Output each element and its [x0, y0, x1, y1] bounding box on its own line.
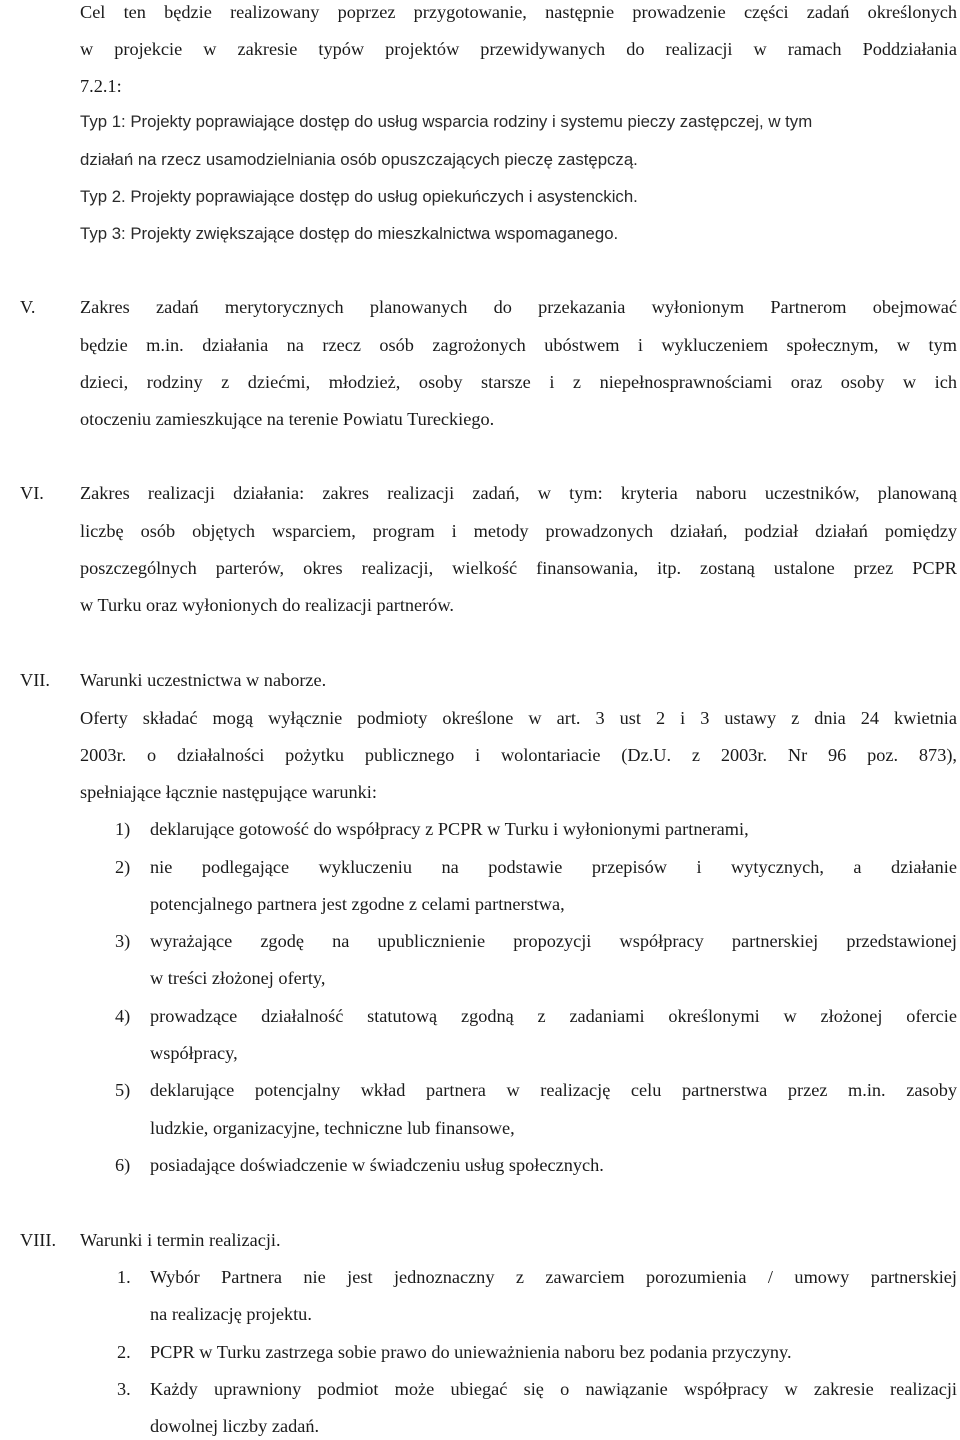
section-line: spełniające łącznie następujące warunki:: [80, 782, 377, 802]
section-line: Zakres zadań merytorycznych planowanych do przekazania wyłonionym Partnerom obejmować: [80, 297, 957, 317]
list-item-text: deklarujące gotowość do współpracy z PCPR w Turku i wyłonionymi partnerami,: [150, 819, 749, 839]
list-item-text: potencjalnego partnera jest zgodne z celami partnerstwa,: [150, 894, 565, 914]
section-line: liczbę osób objętych wsparciem, program i metody prowadzonych działań, podział działań pomiędzy: [80, 521, 957, 541]
section-line: Oferty składać mogą wyłącznie podmioty określone w art. 3 ust 2 i 3 ustawy z dnia 24 kwietnia: [80, 708, 957, 728]
section-number: V.: [20, 297, 36, 317]
list-item-number: 4): [115, 1006, 131, 1026]
list-item-text: dowolnej liczby zadań.: [150, 1416, 320, 1436]
section-line: otoczeniu zamieszkujące na terenie Powiatu Tureckiego.: [80, 409, 495, 429]
list-item-text: w treści złożonej oferty,: [150, 968, 326, 988]
intro-type-2: Typ 2. Projekty poprawiające dostęp do usług opiekuńczych i asystenckich.: [80, 187, 638, 206]
intro-line: Cel ten będzie realizowany poprzez przygotowanie, następnie prowadzenie części zadań określonych: [80, 2, 957, 22]
section-number: VIII.: [20, 1230, 57, 1250]
section-line: poszczególnych parterów, okres realizacji, wielkość finansowania, itp. zostaną ustalone przez PCPR: [80, 558, 957, 578]
section-line: 2003r. o działalności pożytku publicznego i wolontariacie (Dz.U. z 2003r. Nr 96 poz. 873),: [80, 745, 957, 765]
intro-line: 7.2.1:: [80, 76, 122, 96]
intro-line: w projekcie w zakresie typów projektów przewidywanych do realizacji w ramach Poddziałania: [80, 39, 957, 59]
list-item-text: deklarujące potencjalny wkład partnera w realizację celu partnerstwa przez m.in. zasoby: [150, 1080, 957, 1100]
list-item-text: na realizację projektu.: [150, 1304, 312, 1324]
section-heading: Warunki i termin realizacji.: [80, 1230, 281, 1250]
section-heading: Warunki uczestnictwa w naborze.: [80, 670, 327, 690]
list-item-text: wyrażające zgodę na upublicznienie propozycji współpracy partnerskiej przedstawionej: [150, 931, 957, 951]
list-item-number: 5): [115, 1080, 131, 1100]
intro-type-1: Typ 1: Projekty poprawiające dostęp do usług wsparcia rodziny i systemu pieczy zastępczej, w tym: [80, 112, 813, 131]
section-line: będzie m.in. działania na rzecz osób zagrożonych ubóstwem i wykluczeniem społecznym, w tym: [80, 335, 957, 355]
list-item-text: PCPR w Turku zastrzega sobie prawo do unieważnienia naboru bez podania przyczyny.: [150, 1342, 792, 1362]
list-item-text: współpracy,: [150, 1043, 238, 1063]
list-item-text: nie podlegające wykluczeniu na podstawie przepisów i wytycznych, a działanie: [150, 857, 957, 877]
section-line: dzieci, rodziny z dziećmi, młodzież, osoby starsze i z niepełnosprawnościami oraz osoby w ich: [80, 372, 957, 392]
section-number: VII.: [20, 670, 50, 690]
list-item-number: 1.: [117, 1267, 131, 1287]
list-item-text: prowadzące działalność statutową zgodną z zadaniami określonymi w złożonej ofercie: [150, 1006, 957, 1026]
list-item-text: ludzkie, organizacyjne, techniczne lub finansowe,: [150, 1118, 515, 1138]
list-item-text: posiadające doświadczenie w świadczeniu usług społecznych.: [150, 1155, 604, 1175]
list-item-number: 2): [115, 857, 131, 877]
list-item-number: 2.: [117, 1342, 131, 1362]
list-item-number: 1): [115, 819, 131, 839]
section-number: VI.: [20, 483, 44, 503]
intro-type-1-cont: działań na rzecz usamodzielniania osób opuszczających pieczę zastępczą.: [80, 150, 638, 169]
list-item-number: 3.: [117, 1379, 131, 1399]
list-item-number: 6): [115, 1155, 131, 1175]
list-item-text: Każdy uprawniony podmiot może ubiegać się o nawiązanie współpracy w zakresie realizacji: [150, 1379, 957, 1399]
list-item-text: Wybór Partnera nie jest jednoznaczny z zawarciem porozumienia / umowy partnerskiej: [150, 1267, 957, 1287]
section-line: Zakres realizacji działania: zakres realizacji zadań, w tym: kryteria naboru uczestników, planowaną: [80, 483, 957, 503]
intro-type-3: Typ 3: Projekty zwiększające dostęp do mieszkalnictwa wspomaganego.: [80, 224, 619, 243]
list-item-number: 3): [115, 931, 131, 951]
section-line: w Turku oraz wyłonionych do realizacji partnerów.: [80, 595, 454, 615]
